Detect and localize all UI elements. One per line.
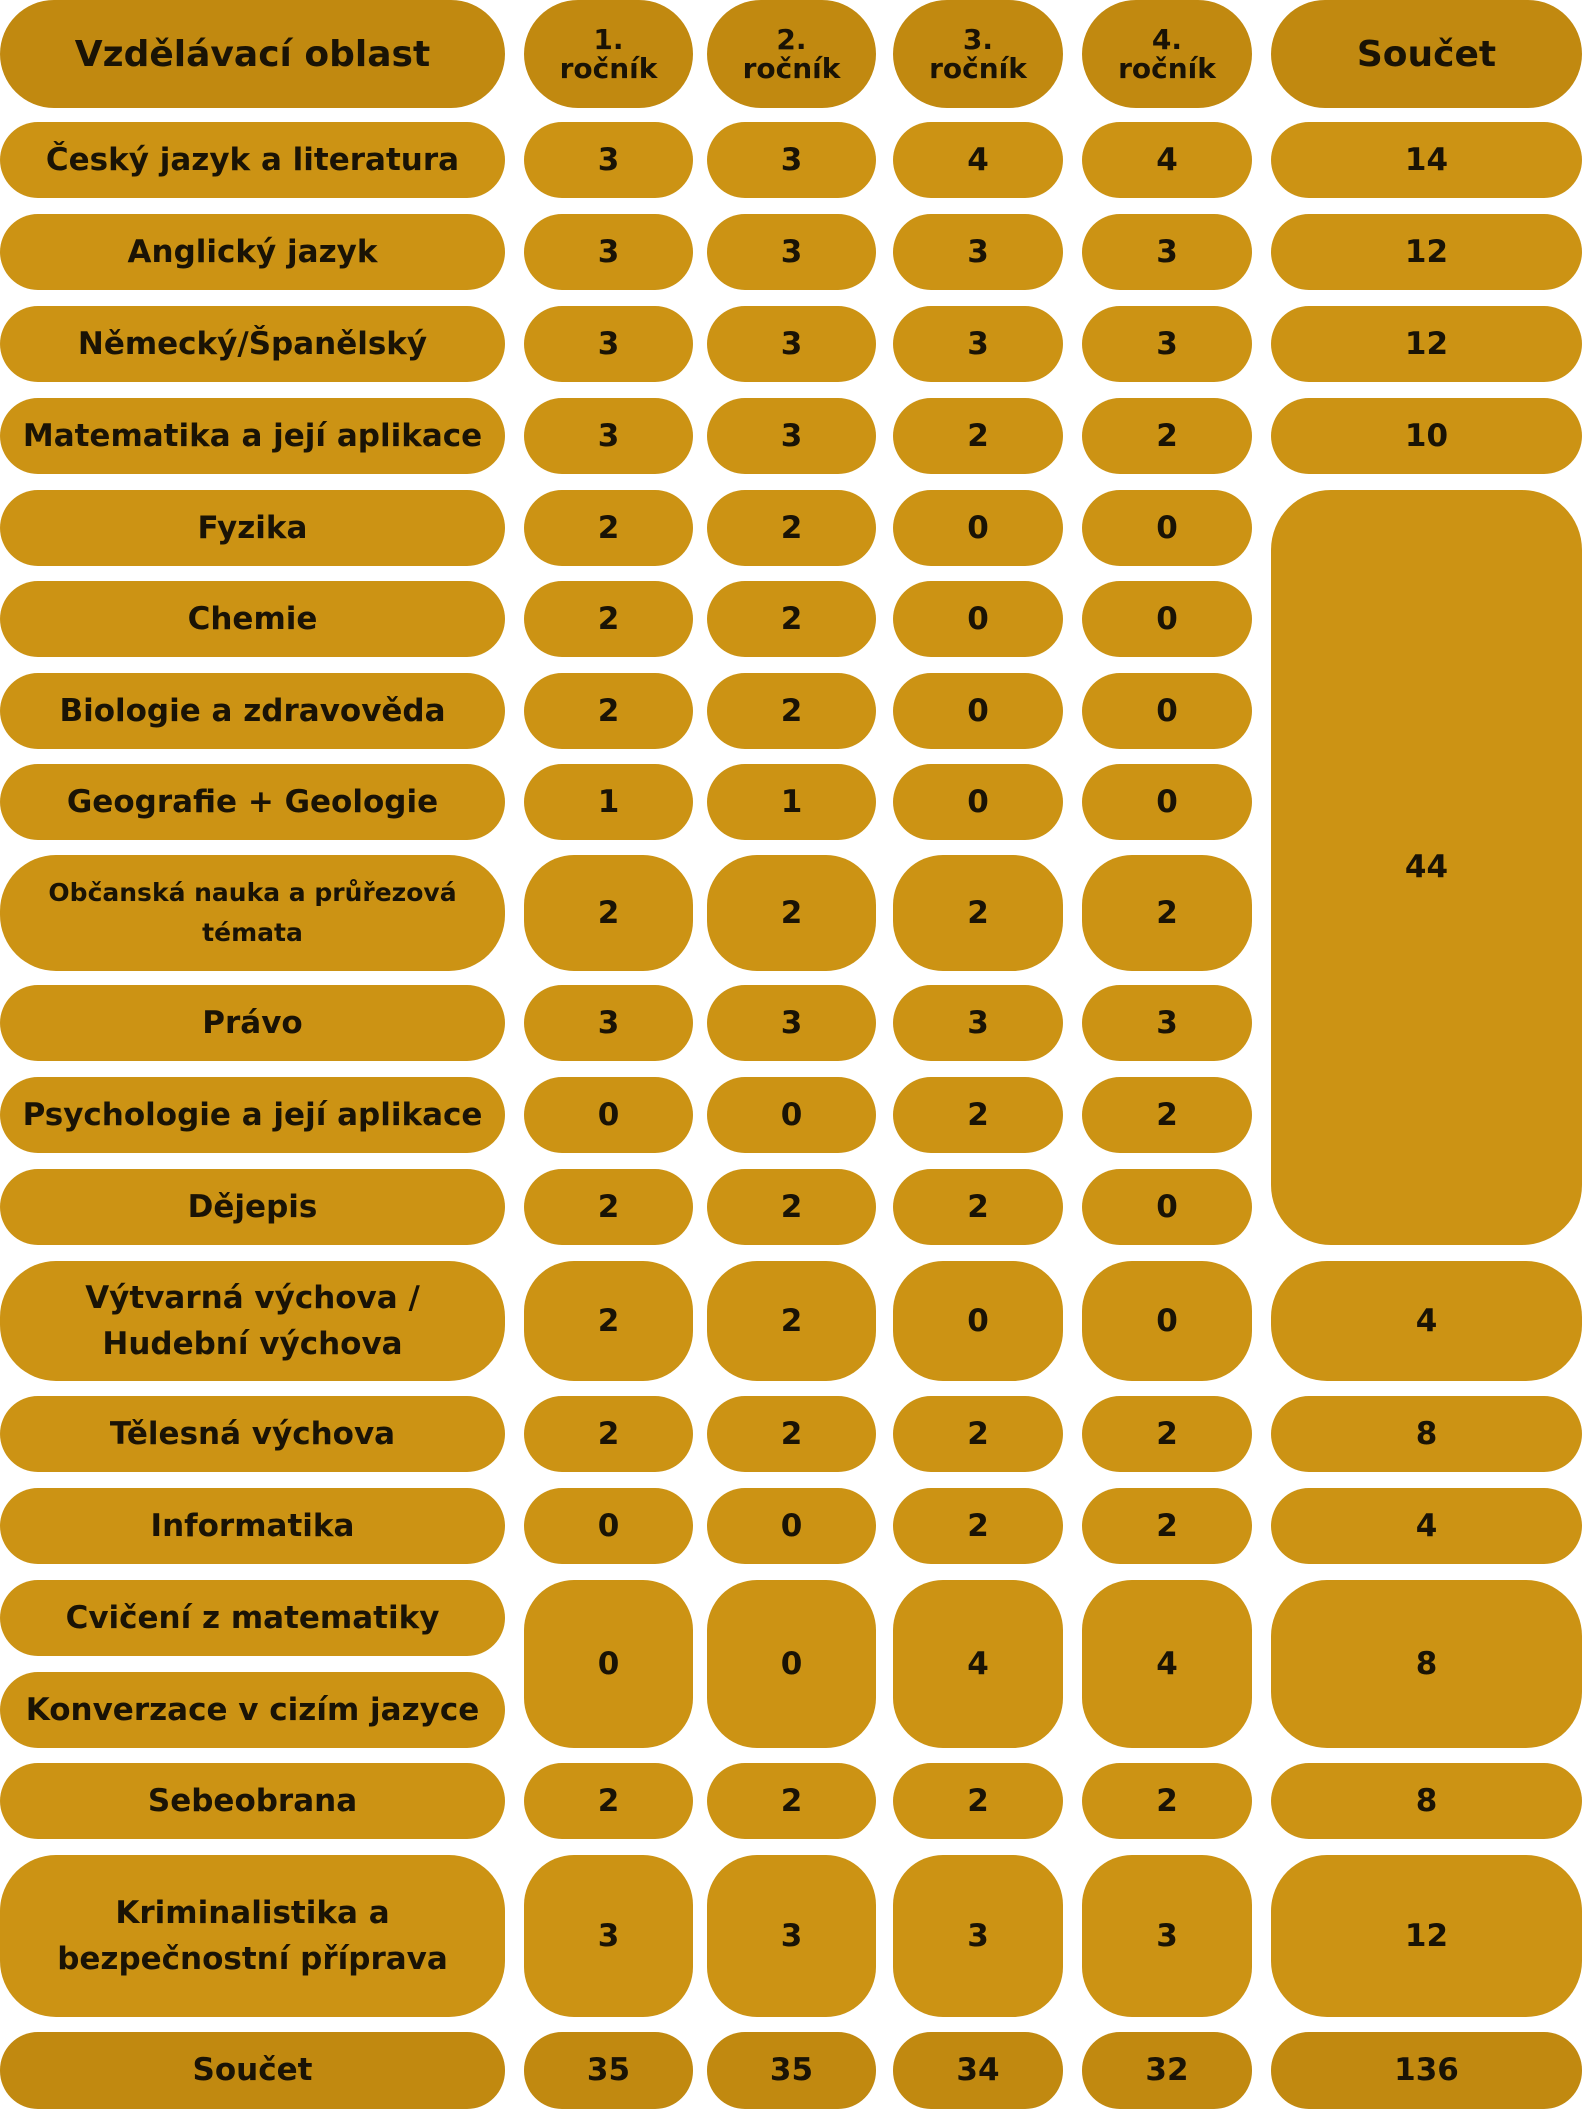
value-cell [524,306,693,382]
header-year-2-text: 2. ročník [742,22,841,85]
subject-cell [0,581,505,657]
value-cell [524,1077,693,1153]
subject-cell [0,673,505,749]
value-cell [1082,1580,1252,1748]
value-cell [707,398,876,474]
value-cell [1082,581,1252,657]
sum-cell [1271,1396,1582,1472]
subject-cell-text: Psychologie a její aplikace [22,1096,483,1133]
sum-cell-text: 8 [1415,1645,1438,1682]
value-cell-text: 2 [780,1188,803,1225]
value-cell [524,214,693,290]
value-cell-text: 0 [967,783,989,820]
subject-cell-text: Tělesná výchova [109,1415,396,1452]
value-cell-text: 2 [597,600,620,637]
footer-total-year-1 [524,2032,693,2109]
value-cell [893,1763,1063,1839]
value-cell-text: 4 [1156,1645,1178,1682]
value-cell [707,1261,876,1381]
subject-cell-text: Matematika a její aplikace [22,417,483,454]
value-cell [524,1396,693,1472]
value-cell-text: 2 [597,509,620,546]
subject-cell-text: Chemie [187,600,318,637]
subject-cell-text: Biologie a zdravověda [59,692,446,729]
sum-cell [1271,398,1582,474]
value-cell-text: 3 [780,325,803,362]
value-cell-text: 3 [780,1004,803,1041]
value-cell [524,1580,693,1748]
sum-cell-text: 4 [1415,1302,1438,1339]
header-year-1 [524,0,693,108]
value-cell-text: 0 [780,1645,803,1682]
value-cell-text: 3 [1156,1004,1178,1041]
value-cell [893,1580,1063,1748]
subject-cell [0,1672,505,1748]
sum-cell [1271,1855,1582,2017]
subject-cell-text: Německý/Španělský [77,325,428,362]
header-year-4 [1082,0,1252,108]
value-cell [524,1261,693,1381]
value-cell [524,1763,693,1839]
subject-cell [0,764,505,840]
value-cell-text: 0 [967,1302,989,1339]
sum-cell [1271,1261,1582,1381]
value-cell-text: 3 [1156,233,1178,270]
value-cell [524,1855,693,2017]
subject-cell-text: Občanská nauka a průřezová témata [48,878,457,947]
footer-total-year-2 [707,2032,876,2109]
subject-cell [0,1261,505,1381]
value-cell [893,1396,1063,1472]
header-subject-text: Vzdělávací oblast [74,33,431,75]
value-cell [707,214,876,290]
value-cell-text: 2 [967,417,989,454]
subject-cell [0,985,505,1061]
header-sum-text: Součet [1356,33,1497,75]
value-cell-text: 0 [1156,783,1178,820]
subject-cell-text: Anglický jazyk [127,233,378,270]
value-cell [893,764,1063,840]
sum-cell-text: 10 [1404,417,1449,454]
footer-total-year-4-text: 32 [1145,2052,1189,2089]
value-cell-text: 4 [967,141,989,178]
value-cell [1082,673,1252,749]
value-cell-text: 1 [597,783,620,820]
value-cell [707,1077,876,1153]
value-cell [1082,490,1252,566]
value-cell [893,122,1063,198]
value-cell [524,673,693,749]
value-cell-text: 2 [780,1302,803,1339]
value-cell [1082,1855,1252,2017]
value-cell-text: 3 [780,417,803,454]
value-cell [893,855,1063,971]
subject-cell [0,1855,505,2017]
subject-cell-text: Informatika [150,1507,355,1544]
value-cell [1082,764,1252,840]
value-cell [707,764,876,840]
value-cell [524,764,693,840]
value-cell-text: 1 [780,783,803,820]
sum-cell [1271,214,1582,290]
value-cell [524,122,693,198]
value-cell-text: 3 [780,233,803,270]
subject-cell-text: Výtvarná výchova / Hudební výchova [85,1279,420,1362]
value-cell [893,490,1063,566]
header-year-3-text: 3. ročník [929,22,1027,85]
subject-cell [0,1488,505,1564]
subject-cell [0,1580,505,1656]
subject-cell [0,306,505,382]
value-cell-text: 2 [597,1415,620,1452]
value-cell-text: 3 [597,141,620,178]
value-cell [707,1763,876,1839]
value-cell [893,1261,1063,1381]
header-year-2 [707,0,876,108]
value-cell [707,1488,876,1564]
value-cell [893,1855,1063,2017]
sum-cell [1271,306,1582,382]
value-cell-text: 3 [597,417,620,454]
sum-cell-merged-text: 44 [1404,849,1449,886]
value-cell-text: 2 [967,1507,989,1544]
sum-cell-text: 8 [1415,1415,1438,1452]
subject-cell-text: Sebeobrana [147,1782,358,1819]
value-cell [1082,1077,1252,1153]
footer-grand-total [1271,2032,1582,2109]
sum-cell-text: 12 [1404,233,1449,270]
value-cell-text: 3 [597,325,620,362]
footer-total-year-4 [1082,2032,1252,2109]
value-cell-text: 2 [780,600,803,637]
subject-cell-text: Kriminalistika a bezpečnostní příprava [57,1894,448,1977]
value-cell [707,855,876,971]
value-cell-text: 2 [597,1302,620,1339]
value-cell [524,398,693,474]
value-cell [1082,855,1252,971]
value-cell-text: 0 [1156,692,1178,729]
value-cell-text: 3 [967,325,989,362]
subject-cell-text: Cvičení z matematiky [65,1599,440,1636]
subject-cell [0,214,505,290]
value-cell [707,306,876,382]
value-cell-text: 2 [1156,894,1178,931]
value-cell-text: 0 [1156,1188,1178,1225]
value-cell-text: 4 [1156,141,1178,178]
value-cell-text: 2 [780,1415,803,1452]
subject-cell [0,490,505,566]
value-cell-text: 3 [597,233,620,270]
value-cell-text: 0 [597,1507,620,1544]
value-cell-text: 4 [967,1645,989,1682]
value-cell-text: 3 [967,1004,989,1041]
value-cell [707,985,876,1061]
value-cell-text: 2 [597,1188,620,1225]
value-cell-text: 0 [967,600,989,637]
value-cell-text: 2 [780,1782,803,1819]
header-subject [0,0,505,108]
subject-cell-text: Konverzace v cizím jazyce [25,1691,480,1728]
sum-cell-text: 12 [1404,325,1449,362]
value-cell-text: 0 [1156,509,1178,546]
header-year-4-text: 4. ročník [1118,22,1216,85]
value-cell-text: 2 [597,1782,620,1819]
value-cell-text: 0 [780,1096,803,1133]
subject-cell [0,1763,505,1839]
subject-cell [0,398,505,474]
value-cell [893,398,1063,474]
value-cell-text: 3 [597,1004,620,1041]
value-cell-text: 2 [1156,1096,1178,1133]
subject-cell [0,855,505,971]
subject-cell [0,122,505,198]
value-cell [707,122,876,198]
value-cell-text: 2 [967,1188,989,1225]
value-cell-text: 0 [1156,600,1178,637]
value-cell [1082,122,1252,198]
footer-grand-total-text: 136 [1394,2052,1459,2089]
sum-cell-merged [1271,490,1582,1245]
value-cell-text: 2 [967,1096,989,1133]
value-cell [893,1488,1063,1564]
value-cell [707,490,876,566]
value-cell-text: 3 [780,1917,803,1954]
header-sum [1271,0,1582,108]
header-year-1-text: 1. ročník [559,22,658,85]
value-cell-text: 2 [967,1782,989,1819]
value-cell [1082,1396,1252,1472]
value-cell-text: 3 [967,1917,989,1954]
value-cell-text: 2 [780,509,803,546]
footer-total-year-2-text: 35 [769,2052,814,2089]
sum-cell-text: 14 [1404,141,1449,178]
subject-cell [0,1169,505,1245]
value-cell-text: 3 [1156,325,1178,362]
value-cell [1082,1763,1252,1839]
value-cell-text: 2 [780,894,803,931]
value-cell [1082,1169,1252,1245]
footer-label [0,2032,505,2109]
sum-cell-text: 4 [1415,1507,1438,1544]
footer-label-text: Součet [192,2052,313,2089]
value-cell [524,1169,693,1245]
value-cell [893,306,1063,382]
value-cell-text: 2 [1156,417,1178,454]
value-cell-text: 2 [1156,1507,1178,1544]
subject-cell [0,1396,505,1472]
sum-cell-text: 8 [1415,1782,1438,1819]
subject-cell-text: Geografie + Geologie [66,783,439,820]
value-cell-text: 2 [597,692,620,729]
value-cell-text: 3 [967,233,989,270]
value-cell-text: 2 [967,1415,989,1452]
value-cell [524,1488,693,1564]
sum-cell [1271,1488,1582,1564]
value-cell [707,1169,876,1245]
value-cell [893,985,1063,1061]
subject-cell-text: Fyzika [197,509,308,546]
value-cell-text: 0 [597,1096,620,1133]
value-cell [524,490,693,566]
subject-cell [0,1077,505,1153]
value-cell-text: 2 [780,692,803,729]
sum-cell [1271,1763,1582,1839]
value-cell-text: 2 [597,894,620,931]
sum-cell-text: 12 [1404,1917,1449,1954]
value-cell [1082,985,1252,1061]
value-cell [1082,398,1252,474]
header-year-3 [893,0,1063,108]
value-cell [1082,214,1252,290]
value-cell [524,985,693,1061]
value-cell [893,673,1063,749]
value-cell [1082,306,1252,382]
value-cell-text: 0 [967,692,989,729]
value-cell-text: 0 [1156,1302,1178,1339]
value-cell [707,1855,876,2017]
value-cell-text: 2 [1156,1782,1178,1819]
footer-total-year-3 [893,2032,1063,2109]
value-cell [524,581,693,657]
value-cell [893,1169,1063,1245]
footer-total-year-3-text: 34 [956,2052,1000,2089]
value-cell [1082,1261,1252,1381]
subject-cell-text: Dějepis [187,1188,318,1225]
value-cell-text: 3 [780,141,803,178]
value-cell [707,581,876,657]
subject-cell-text: Právo [202,1004,303,1041]
value-cell [893,214,1063,290]
value-cell [524,855,693,971]
value-cell [1082,1488,1252,1564]
value-cell [707,1396,876,1472]
value-cell-text: 3 [1156,1917,1178,1954]
value-cell [707,673,876,749]
value-cell-text: 0 [597,1645,620,1682]
footer-total-year-1-text: 35 [586,2052,631,2089]
value-cell-text: 0 [780,1507,803,1544]
subject-cell-text: Český jazyk a literatura [45,141,460,178]
value-cell-text: 2 [967,894,989,931]
value-cell-text: 2 [1156,1415,1178,1452]
sum-cell [1271,1580,1582,1748]
value-cell [893,1077,1063,1153]
sum-cell [1271,122,1582,198]
value-cell-text: 3 [597,1917,620,1954]
value-cell [893,581,1063,657]
value-cell [707,1580,876,1748]
value-cell-text: 0 [967,509,989,546]
